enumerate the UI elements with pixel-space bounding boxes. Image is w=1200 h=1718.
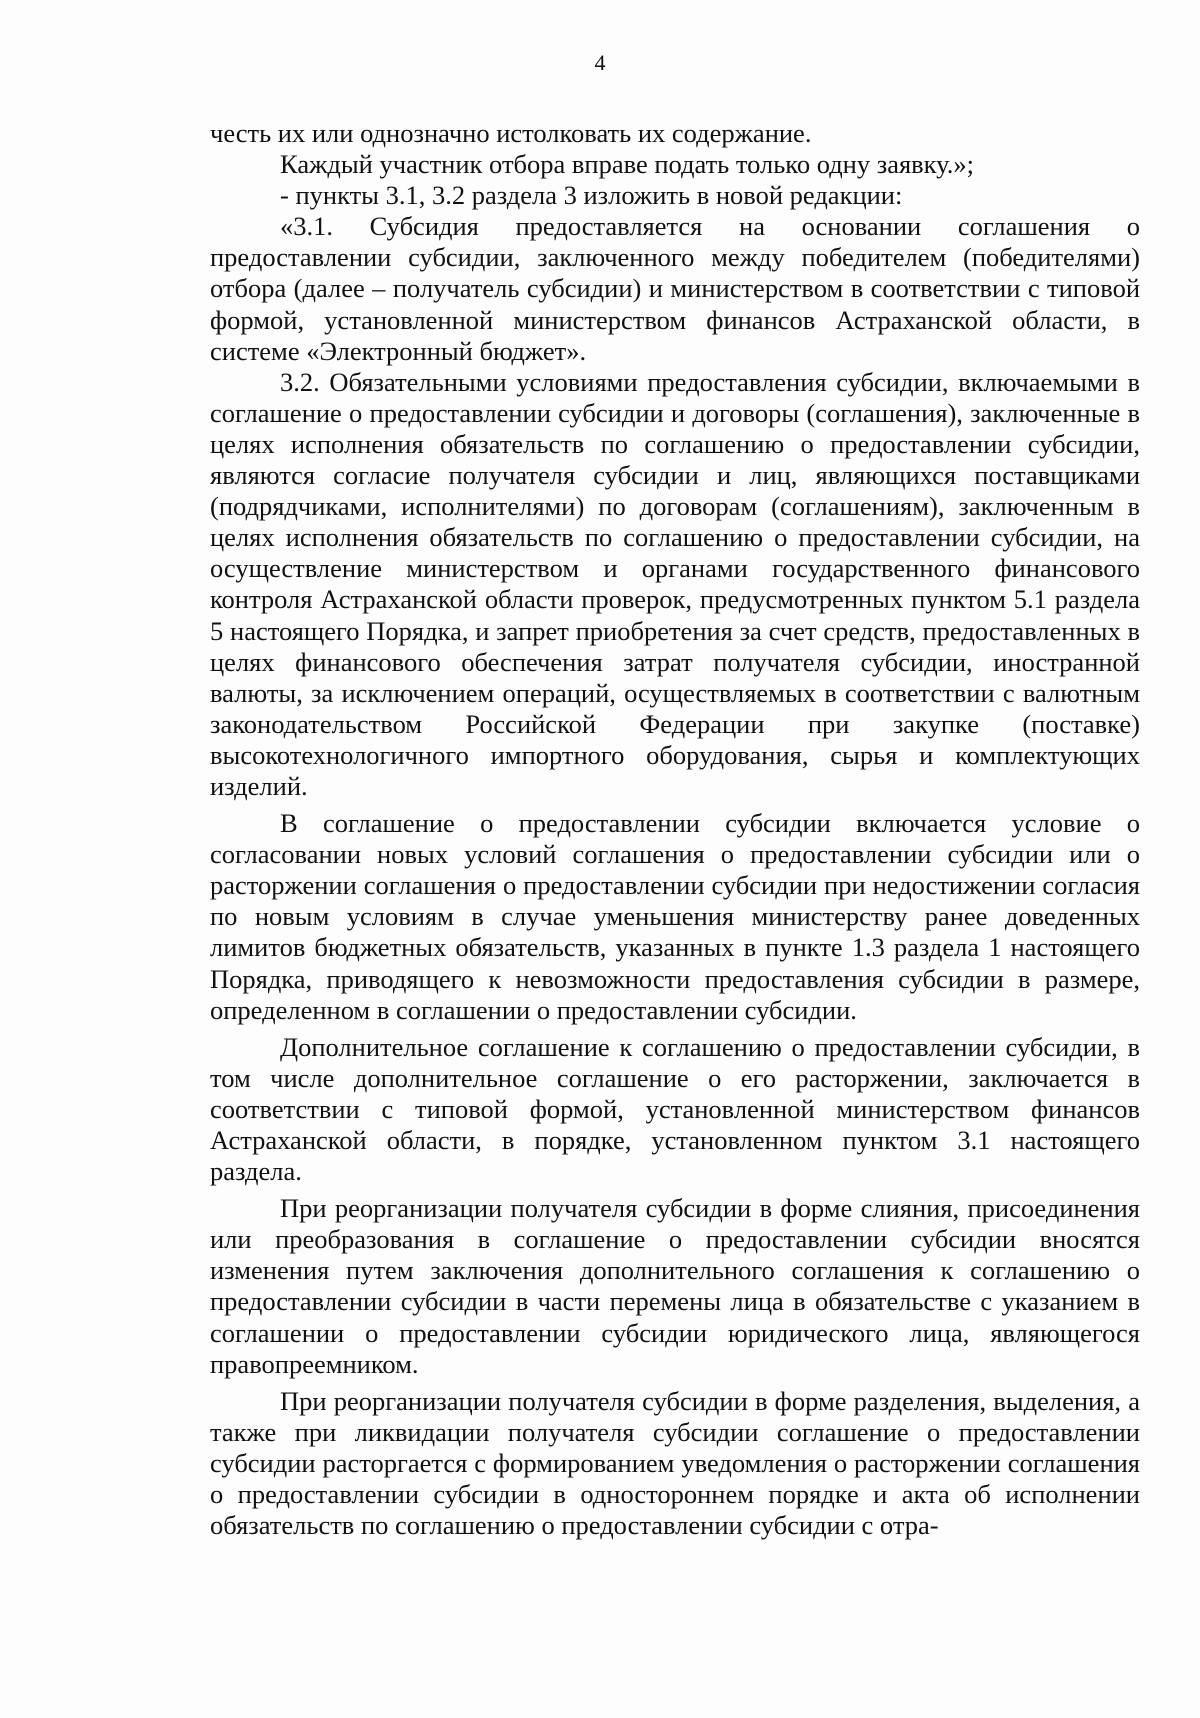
- paragraph-5: 3.2. Обязательными условиями предоставления субсидии, включаемыми в соглашение о предоставлении субсидии и договоры (соглашения), заключенные в целях исполнения обязательств по соглашению о предоставлении субсидии, являются согласие получателя субсидии и лиц, являющихся поставщиками (подрядчиками, исполнителями) по договорам (соглашениям), заключенным в целях исполнения обязательств по соглашению о предоставлении субсидии, на осуществление министерством и органами государственного финансового контроля Астраханской области проверок, предусмотренных пунктом 5.1 раздела 5 настоящего Порядка, и запрет приобретения за счет средств, предоставленных в целях финансового обеспечения затрат получателя субсидии, иностранной валюты, за исключением операций, осуществляемых в соответствии с валютным законодательством Российской Федерации при закупке (поставке) высокотехнологичного импортного оборудования, сырья и комплектующих изделий.: [210, 366, 1140, 801]
- document-body: [210, 118, 1140, 1541]
- paragraph-6: В соглашение о предоставлении субсидии включается условие о согласовании новых условий соглашения о предоставлении субсидии или о расторжении соглашения о предоставлении субсидии при недостижении согласия по новым условиям в случае уменьшения министерству ранее доведенных лимитов бюджетных обязательств, указанных в пункте 1.3 раздела 1 настоящего Порядка, приводящего к невозможности предоставления субсидии в размере, определенном в соглашении о предоставлении субсидии.: [210, 808, 1140, 1025]
- paragraph-9: При реорганизации получателя субсидии в форме разделения, выделения, а также при ликвидации получателя субсидии соглашение о предоставлении субсидии расторгается с формированием уведомления о расторжении соглашения о предоставлении субсидии в одностороннем порядке и акта об исполнении обязательств по соглашению о предоставлении субсидии с отра-: [210, 1385, 1140, 1541]
- paragraph-8: При реорганизации получателя субсидии в форме слияния, присоединения или преобразования в соглашение о предоставлении субсидии вносятся изменения путем заключения дополнительного соглашения к соглашению о предоставлении субсидии в части перемены лица в обязательстве с указанием в соглашении о предоставлении субсидии юридического лица, являющегося правопреемником.: [210, 1193, 1140, 1379]
- paragraph-2: Каждый участник отбора вправе подать только одну заявку.»;: [280, 149, 974, 180]
- paragraph-1: честь их или однозначно истолковать их содержание.: [210, 118, 812, 148]
- page-number: 4: [594, 50, 606, 75]
- paragraph-7: Дополнительное соглашение к соглашению о предоставлении субсидии, в том числе дополнительное соглашение о его расторжении, заключается в соответствии с типовой формой, установленной министерством финансов Астраханской области, в порядке, установленном пунктом 3.1 настоящего раздела.: [210, 1031, 1140, 1187]
- paragraph-4: «3.1. Субсидия предоставляется на основании соглашения о предоставлении субсидии, заключенного между победителем (победителями) отбора (далее – получатель субсидии) и министерством в соответствии с типовой формой, установленной министерством финансов Астраханской области, в системе «Электронный бюджет».: [210, 211, 1140, 366]
- paragraph-3: - пункты 3.1, 3.2 раздела 3 изложить в новой редакции:: [280, 180, 903, 211]
